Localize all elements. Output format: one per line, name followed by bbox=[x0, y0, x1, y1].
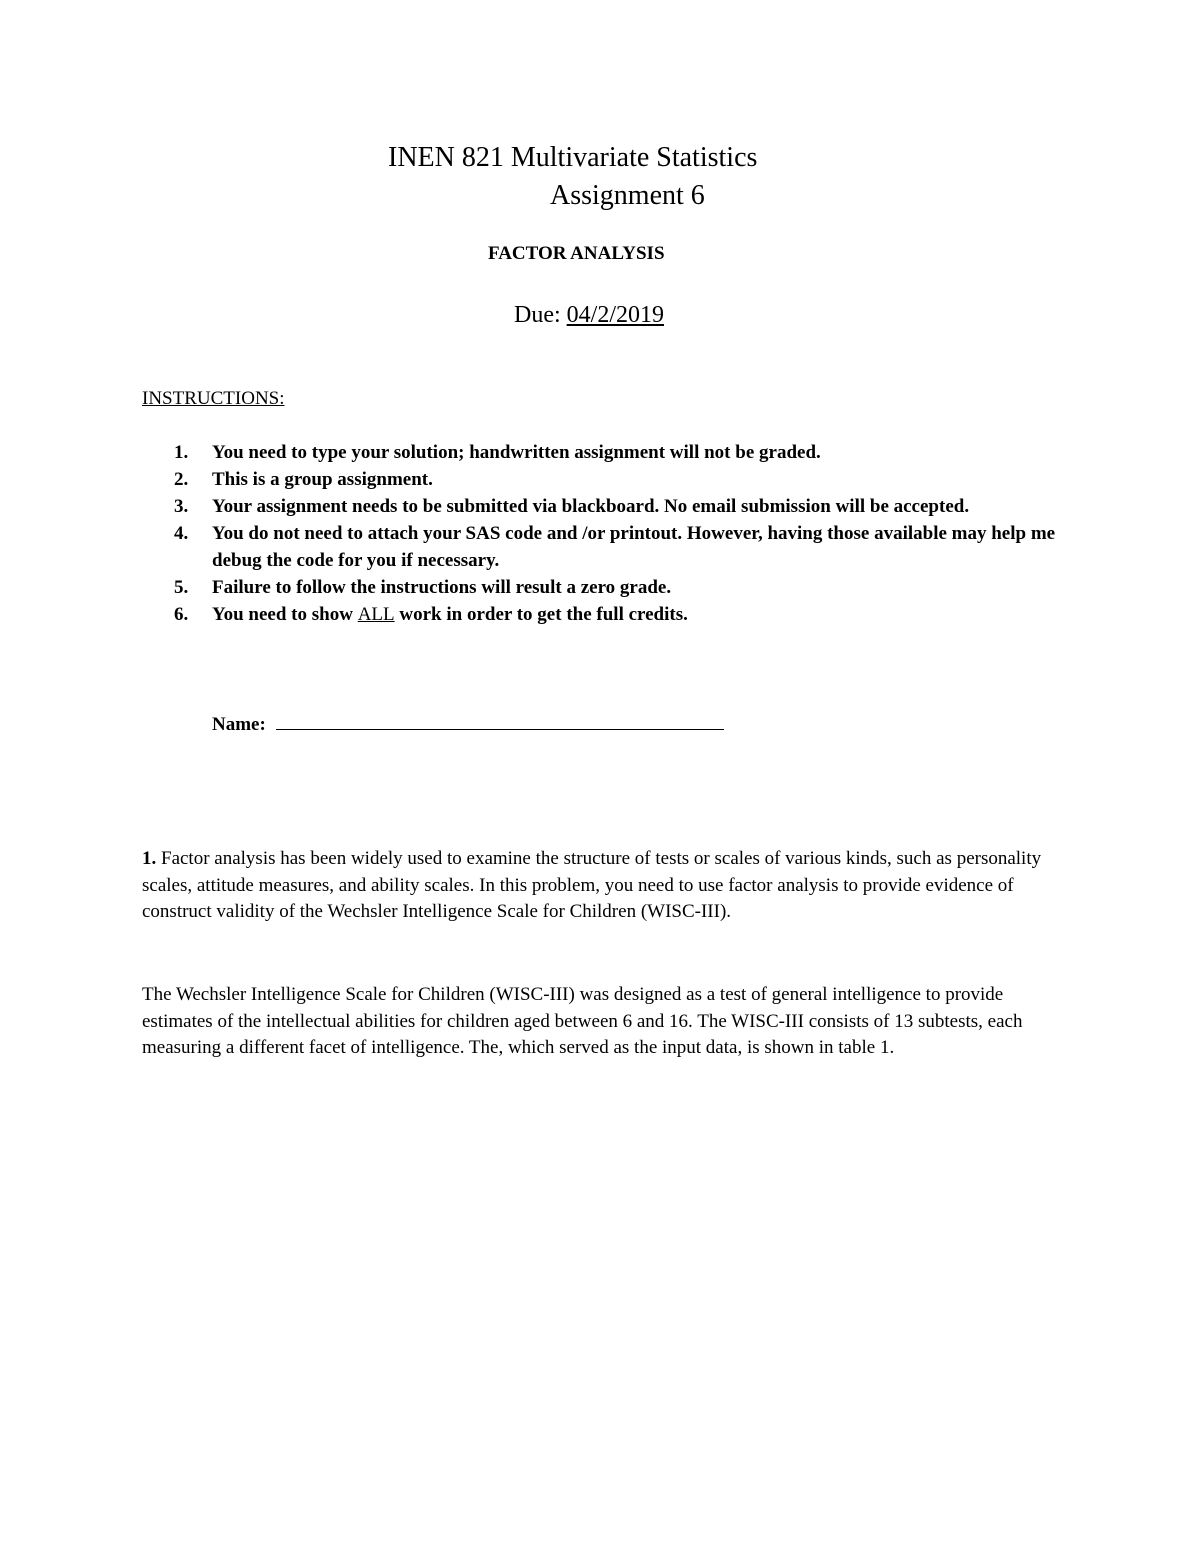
instruction-item bbox=[174, 520, 1074, 574]
instruction-text-before: You need to show bbox=[212, 604, 358, 625]
due-date-line bbox=[514, 302, 664, 329]
instruction-text: You do not need to attach your SAS code and /or printout. However, having those available may help me debug the code for you if necessary. bbox=[212, 523, 1056, 571]
instruction-text: Your assignment needs to be submitted via blackboard. No email submission will be accepted. bbox=[212, 496, 970, 517]
instruction-number: 1. bbox=[174, 442, 189, 463]
instruction-text-emphasis: ALL bbox=[357, 604, 395, 625]
instruction-item bbox=[174, 601, 1074, 628]
due-date: 04/2/2019 bbox=[566, 302, 664, 328]
instruction-item bbox=[174, 574, 1074, 601]
problem-paragraph-text: Factor analysis has been widely used to examine the structure of tests or scales of various kinds, such as personality scales, attitude measures, and ability scales. In this problem, you need to use factor analysis to provide evidence of construct validity of the Wechsler Intelligence Scale for Children (WISC-III). bbox=[142, 848, 1042, 922]
instruction-text: This is a group assignment. bbox=[212, 469, 433, 490]
instructions-list bbox=[174, 439, 1074, 628]
problem-description: The Wechsler Intelligence Scale for Children (WISC-III) was designed as a test of general intelligence to provide estimates of the intellectual abilities for children aged between 6 and 16. The WISC-III consists of 13 subtests, each measuring a different facet of intelligence. The, which served as the input data, is shown in table 1. bbox=[142, 984, 1023, 1058]
problem-paragraph bbox=[142, 846, 1062, 926]
problem-number: 1. bbox=[142, 848, 157, 869]
instruction-item bbox=[174, 466, 1074, 493]
instruction-item bbox=[174, 493, 1074, 520]
instruction-number: 2. bbox=[174, 469, 189, 490]
topic-heading: FACTOR ANALYSIS bbox=[488, 243, 665, 264]
course-title: INEN 821 Multivariate Statistics bbox=[388, 142, 758, 173]
assignment-title: Assignment 6 bbox=[550, 180, 705, 211]
due-label: Due: bbox=[514, 302, 567, 328]
name-blank-line bbox=[276, 711, 724, 730]
instruction-item bbox=[174, 439, 1074, 466]
name-label: Name: bbox=[212, 714, 266, 735]
instructions-heading: INSTRUCTIONS: bbox=[142, 388, 285, 409]
instruction-number: 3. bbox=[174, 496, 189, 517]
instruction-text bbox=[212, 604, 688, 625]
instruction-number: 5. bbox=[174, 577, 189, 598]
instruction-text: You need to type your solution; handwritten assignment will not be graded. bbox=[212, 442, 821, 463]
instruction-text-after: work in order to get the full credits. bbox=[394, 604, 688, 625]
name-field bbox=[212, 711, 724, 736]
instruction-number: 4. bbox=[174, 523, 189, 544]
instruction-number: 6. bbox=[174, 604, 189, 625]
instruction-text: Failure to follow the instructions will result a zero grade. bbox=[212, 577, 672, 598]
